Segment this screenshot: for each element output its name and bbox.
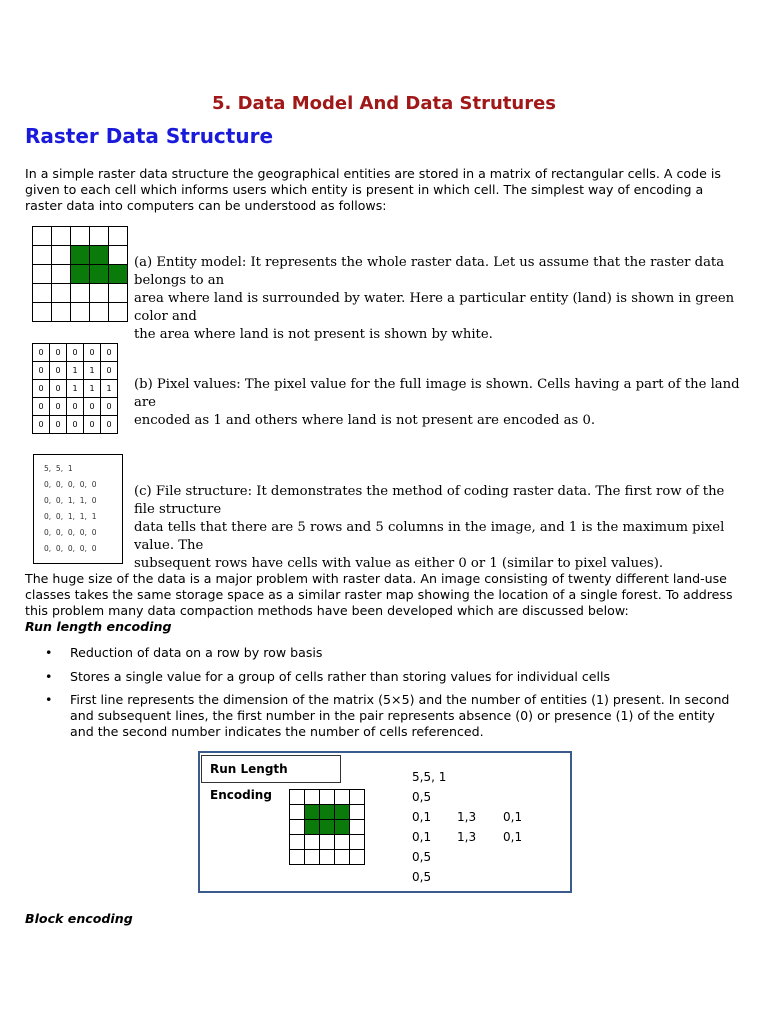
block-encoding-heading: Block encoding <box>25 911 133 926</box>
pixel-cell: 0 <box>50 380 67 398</box>
pixel-cell: 0 <box>33 362 50 380</box>
pixel-cell: 0 <box>67 398 84 416</box>
rle-grid <box>289 789 365 865</box>
pixel-cell: 0 <box>50 398 67 416</box>
rle-code: 0,1 <box>412 810 432 824</box>
pixel-cell: 0 <box>33 416 50 434</box>
run-length-heading: Run length encoding <box>25 619 172 634</box>
pixel-cell: 0 <box>50 362 67 380</box>
entity-model-line: the area where land is not present is shown by white. <box>134 327 493 342</box>
file-line: 0, 0, 0, 0, 0 <box>44 480 97 489</box>
pixel-cell: 0 <box>33 380 50 398</box>
entity-model-line: (a) Entity model: It represents the whole raster data. Let us assume that the raster data belongs to an <box>134 255 725 288</box>
pixel-values-text <box>134 376 746 430</box>
rle-code: 1,3 <box>457 810 477 824</box>
pixel-values-grid <box>32 343 118 434</box>
bullet-line: First line represents the dimension of the matrix (5×5) and the number of entities (1) present. In second <box>70 692 730 707</box>
pixel-cell: 0 <box>101 416 118 434</box>
file-structure-line: (c) File structure: It demonstrates the method of coding raster data. The first row of the file structure <box>134 484 725 517</box>
rle-code: 0,1 <box>503 810 523 824</box>
compaction-line: classes takes the same storage space as a similar raster map showing the location of a single forest. To address <box>25 587 733 602</box>
bullet-dot: • <box>45 692 53 707</box>
section-title: Raster Data Structure <box>25 124 274 148</box>
entity-model-line: area where land is surrounded by water. Here a particular entity (land) is shown in green color and <box>134 291 735 324</box>
bullet-line: and the second number indicates the number of cells referenced. <box>70 724 484 739</box>
rle-code: 0,5 <box>412 790 432 804</box>
pixel-cell: 0 <box>50 344 67 362</box>
pixel-values-line: encoded as 1 and others where land is not present are encoded as 0. <box>134 413 596 428</box>
rle-figure-label: Run Length Encoding <box>201 755 341 783</box>
file-line: 0, 0, 1, 1, 1 <box>44 512 97 521</box>
rle-code: 0,1 <box>412 830 432 844</box>
pixel-cell: 0 <box>101 344 118 362</box>
pixel-cell: 0 <box>101 362 118 380</box>
pixel-cell: 0 <box>33 344 50 362</box>
pixel-cell: 1 <box>67 362 84 380</box>
bullet-item <box>70 692 742 740</box>
file-line: 5, 5, 1 <box>44 464 73 473</box>
file-structure-line: data tells that there are 5 rows and 5 columns in the image, and 1 is the maximum pixel value. The <box>134 520 725 553</box>
pixel-cell: 1 <box>84 362 101 380</box>
file-line: 0, 0, 0, 0, 0 <box>44 544 97 553</box>
pixel-cell: 0 <box>67 416 84 434</box>
compaction-line: this problem many data compaction methods have been developed which are discussed below: <box>25 603 629 618</box>
pixel-cell: 0 <box>84 398 101 416</box>
rle-code: 0,1 <box>503 830 523 844</box>
chapter-title: 5. Data Model And Data Strutures <box>211 93 557 114</box>
bullet-line: Stores a single value for a group of cells rather than storing values for individual cells <box>70 669 611 684</box>
entity-model-text <box>134 254 746 344</box>
intro-paragraph <box>25 166 743 214</box>
file-structure-text <box>134 483 746 573</box>
pixel-cell: 0 <box>33 398 50 416</box>
file-line: 0, 0, 1, 1, 0 <box>44 496 97 505</box>
intro-line: given to each cell which informs users which entity is present in which cell. The simplest way of encoding a <box>25 182 704 197</box>
pixel-cell: 1 <box>101 380 118 398</box>
rle-code: 0,5 <box>412 850 432 864</box>
pixel-cell: 0 <box>50 416 67 434</box>
pixel-cell: 1 <box>84 380 101 398</box>
compaction-paragraph <box>25 571 743 619</box>
intro-line: In a simple raster data structure the geographical entities are stored in a matrix of rectangular cells. A code is <box>25 166 721 181</box>
pixel-cell: 0 <box>67 344 84 362</box>
rle-code: 0,5 <box>412 870 432 884</box>
rle-code: 1,3 <box>457 830 477 844</box>
pixel-cell: 0 <box>84 416 101 434</box>
intro-line: raster data into computers can be understood as follows: <box>25 198 387 213</box>
bullet-item <box>70 669 742 685</box>
file-structure-line: subsequent rows have cells with value as either 0 or 1 (similar to pixel values). <box>134 556 664 571</box>
rle-code: 5,5, 1 <box>412 770 447 784</box>
pixel-values-line: (b) Pixel values: The pixel value for the full image is shown. Cells having a part of the land are <box>134 377 740 410</box>
bullet-dot: • <box>45 669 53 684</box>
compaction-line: The huge size of the data is a major problem with raster data. An image consisting of twenty different land-use <box>25 571 727 586</box>
pixel-cell: 0 <box>84 344 101 362</box>
entity-model-grid <box>32 226 128 322</box>
pixel-cell: 0 <box>101 398 118 416</box>
pixel-cell: 1 <box>67 380 84 398</box>
bullet-line: and subsequent lines, the first number in the pair represents absence (0) or presence (1) of the entity <box>70 708 715 723</box>
bullet-line: Reduction of data on a row by row basis <box>70 645 323 660</box>
bullet-dot: • <box>45 645 53 660</box>
file-line: 0, 0, 0, 0, 0 <box>44 528 97 537</box>
file-structure-box <box>33 454 123 564</box>
bullet-item <box>70 645 742 661</box>
